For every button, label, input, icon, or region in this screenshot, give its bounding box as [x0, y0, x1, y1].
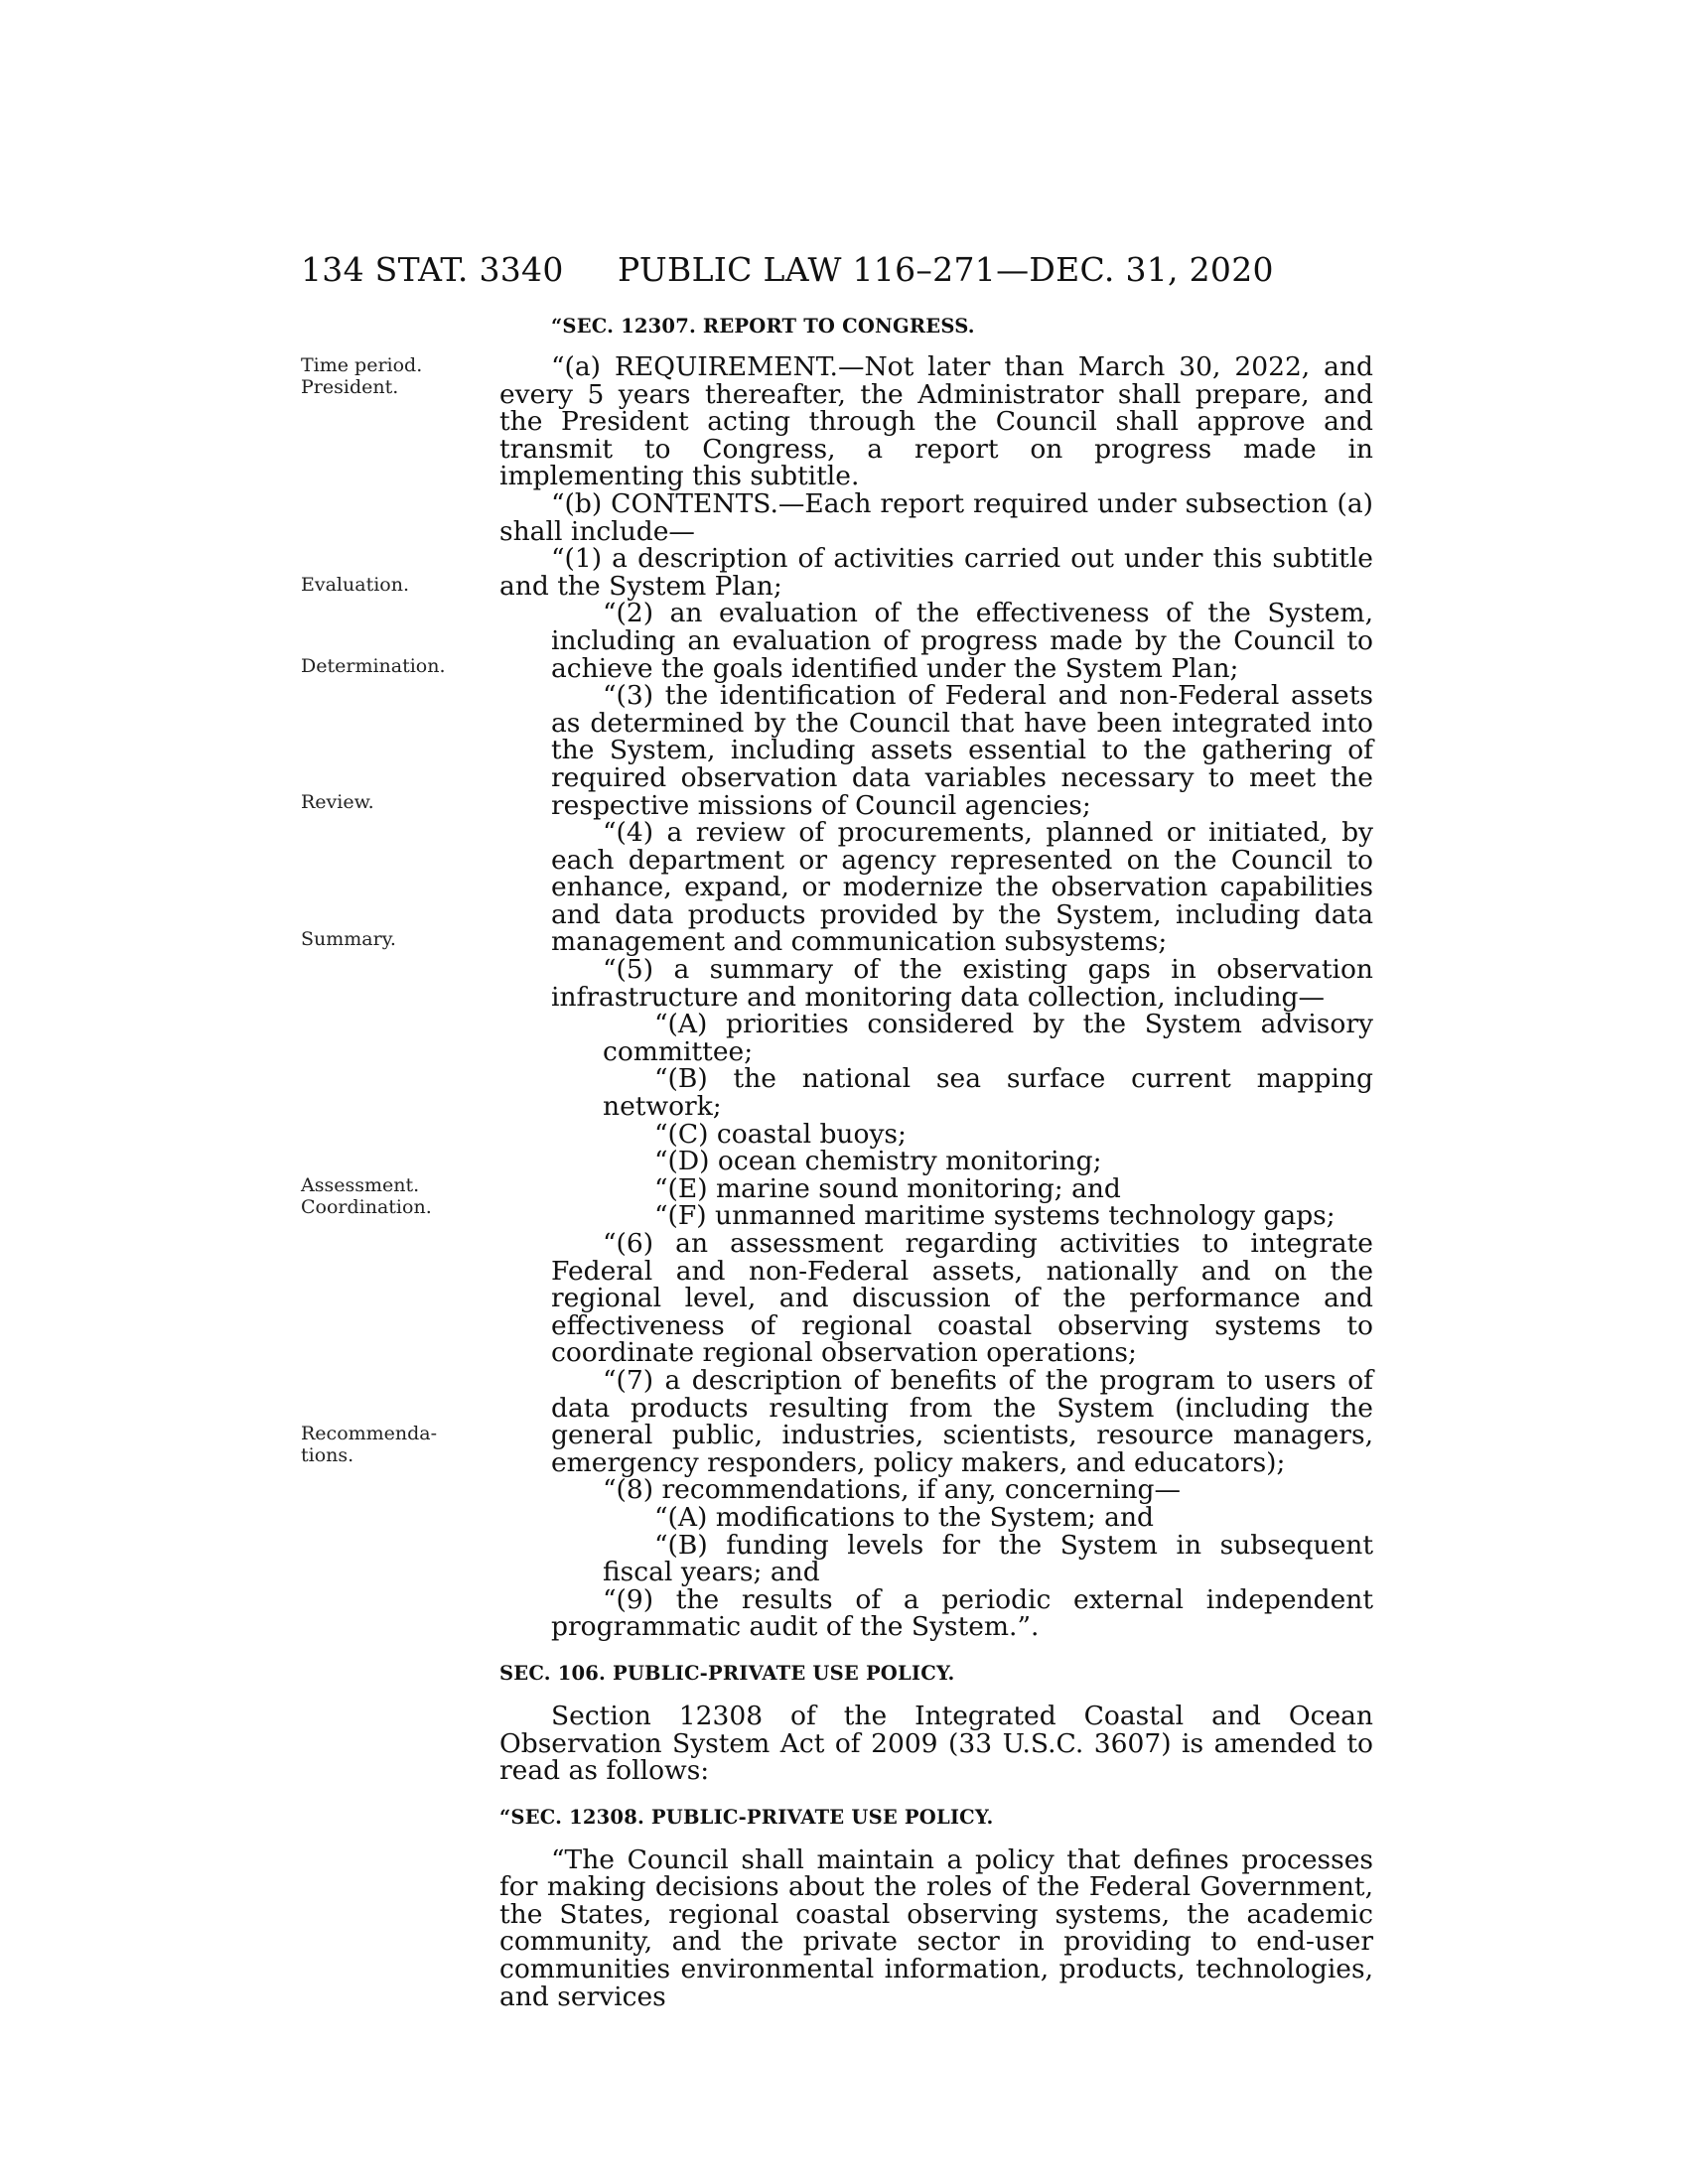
paragraph-5-B: “(B) the national sea surface current mapping network; — [603, 1063, 1373, 1123]
body-text — [499, 316, 1373, 2010]
paragraph-8-B: “(B) funding levels for the System in subsequent fiscal years; and — [603, 1529, 1373, 1588]
margin-note-assessment: Assessment. Coordination. — [301, 1174, 432, 1218]
section-12308-text: “The Council shall maintain a policy that defines processes for making decisions about the roles of the Federal Government, the States, regional coastal observing systems, the academic community, and the private sector in providing to end-user communities environmental information, products, technologies, and services — [499, 1843, 1373, 2012]
paragraph-8-A: “(A) modifications to the System; and — [654, 1501, 1155, 1533]
paragraph-5-C: “(C) coastal buoys; — [654, 1118, 907, 1150]
paragraph-5-E: “(E) marine sound monitoring; and — [654, 1172, 1121, 1204]
paragraph-5-F: “(F) unmanned maritime systems technology gaps; — [654, 1200, 1336, 1232]
subsection-b: “(b) CONTENTS.—Each report required under subsection (a) shall include— — [499, 487, 1373, 547]
paragraph-1: “(1) a description of activities carried out under this subtitle and the System Plan; — [499, 543, 1373, 602]
paragraph-3: “(3) the identification of Federal and non-Federal assets as determined by the Council that have been integrated into the System, including assets essential to the gathering of required observation data variables necessary to meet the respective missions of Council agencies; — [551, 680, 1373, 821]
running-header: PUBLIC LAW 116–271—DEC. 31, 2020 — [618, 250, 1274, 289]
statute-page-number: 134 STAT. 3340 — [301, 250, 564, 289]
section-12308-heading: “SEC. 12308. PUBLIC-PRIVATE USE POLICY. — [499, 1805, 994, 1829]
paragraph-8: “(8) recommendations, if any, concerning— — [603, 1474, 1182, 1506]
margin-note-evaluation: Evaluation. — [301, 574, 409, 596]
paragraph-7: “(7) a description of benefits of the program to users of data products resulting from the System (including the general public, industries, scientists, resource managers, emergency responders, policy makers, and educators); — [551, 1364, 1373, 1478]
paragraph-5-D: “(D) ocean chemistry monitoring; — [654, 1146, 1102, 1177]
margin-note-determination: Determination. — [301, 655, 446, 677]
margin-note-recommendations: Recommenda- tions. — [301, 1423, 438, 1466]
margin-note-summary: Summary. — [301, 928, 396, 950]
paragraph-9: “(9) the results of a periodic external independent programmatic audit of the System.”. — [551, 1583, 1373, 1643]
margin-note-time-period: Time period. President. — [301, 354, 423, 398]
section-106-text: Section 12308 of the Integrated Coastal and Ocean Observation System Act of 2009 (33 U.S.C. 3607) is amended to read as follows: — [499, 1700, 1373, 1787]
paragraph-4: “(4) a review of procurements, planned or initiated, by each department or agency represented on the Council to enhance, expand, or modernize the observation capabilities and data products provided by the System, including data management and communication subsystems; — [551, 817, 1373, 958]
section-106-heading: SEC. 106. PUBLIC-PRIVATE USE POLICY. — [499, 1661, 955, 1685]
paragraph-6: “(6) an assessment regarding activities to integrate Federal and non-Federal assets, nationally and on the regional level, and discussion of the performance and effectiveness of regional coastal observing systems to coordinate regional observation operations; — [551, 1228, 1373, 1369]
paragraph-5: “(5) a summary of the existing gaps in observation infrastructure and monitoring data collection, including— — [551, 954, 1373, 1013]
margin-note-review: Review. — [301, 791, 374, 813]
paragraph-5-A: “(A) priorities considered by the System advisory committee; — [603, 1009, 1373, 1067]
subsection-a: “(a) REQUIREMENT.—Not later than March 30, 2022, and every 5 years thereafter, the Administrator shall prepare, and the President acting through the Council shall approve and transmit to Congress, a report on progress made in implementing this subtitle. — [499, 351, 1373, 492]
section-12307-heading: “SEC. 12307. REPORT TO CONGRESS. — [551, 315, 975, 338]
paragraph-2: “(2) an evaluation of the effectiveness of the System, including an evaluation of progress made by the Council to achieve the goals identified under the System Plan; — [551, 598, 1373, 684]
